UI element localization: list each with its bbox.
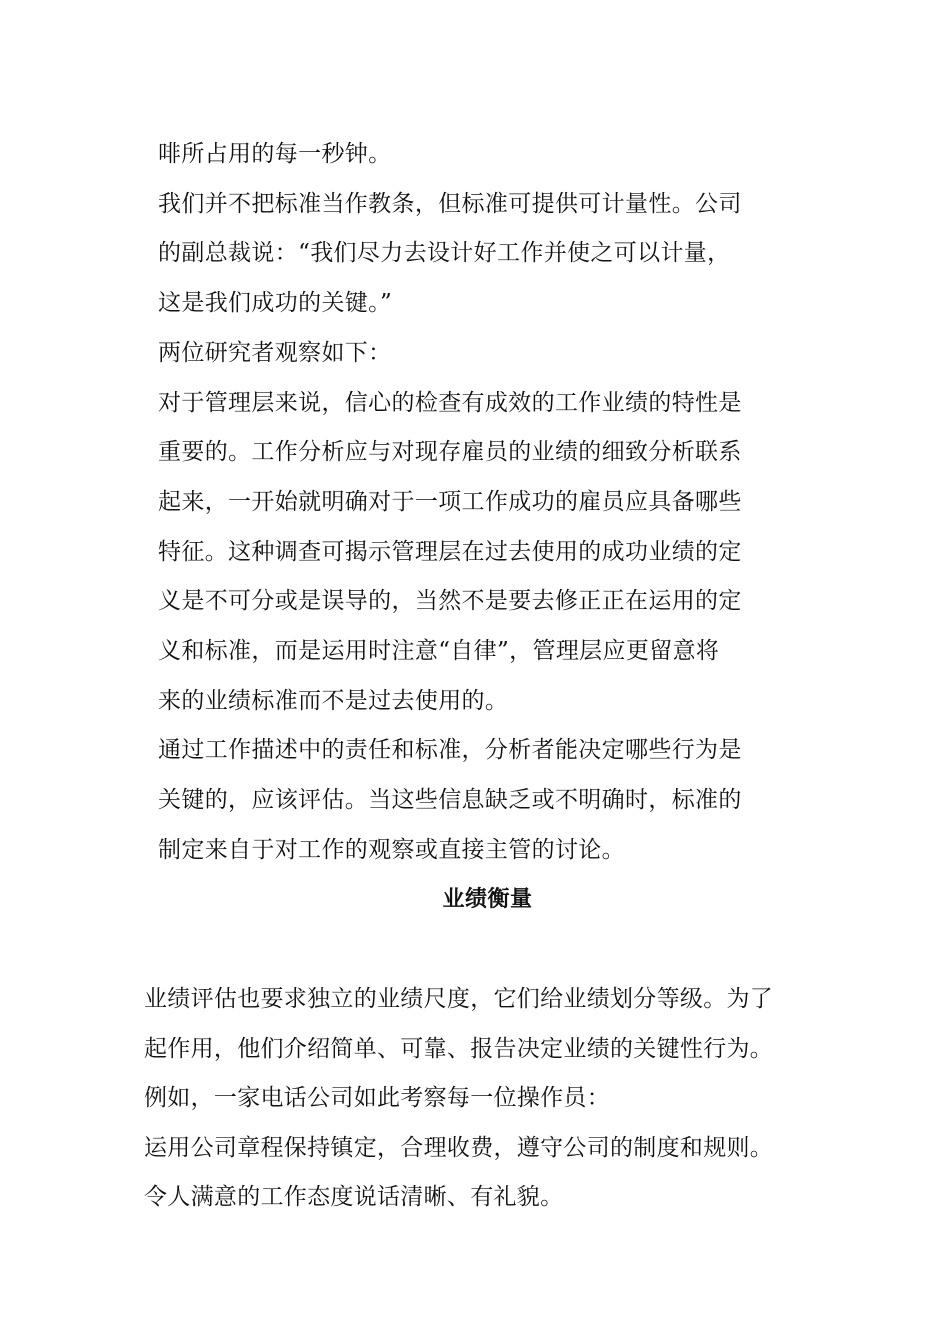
text-line: 的副总裁说：“我们尽力去设计好工作并使之可以计量， bbox=[158, 240, 731, 267]
text-line: 制定来自于对工作的观察或直接主管的讨论。 bbox=[158, 836, 625, 863]
section-heading: 业绩衡量 bbox=[442, 887, 533, 912]
text-line: 运用公司章程保持镇定，合理收费，遵守公司的制度和规则。 bbox=[144, 1134, 774, 1161]
lower-text-block bbox=[144, 975, 844, 1223]
text-line: 令人满意的工作态度说话清晰、有礼貌。 bbox=[144, 1184, 564, 1210]
text-line: 来的业绩标准而不是过去使用的。 bbox=[158, 687, 509, 714]
text-line: 我们并不把标准当作教条，但标准可提供可计量性。公司 bbox=[158, 190, 742, 217]
text-line: 例如，一家电话公司如此考察每一位操作员： bbox=[144, 1085, 610, 1111]
text-line: 义和标准，而是运用时注意“自律”，管理层应更留意将 bbox=[158, 638, 720, 665]
text-line: 对于管理层来说，信心的检查有成效的工作业绩的特性是 bbox=[158, 389, 742, 416]
text-line: 起作用，他们介绍简单、可靠、报告决定业绩的关键性行为。 bbox=[144, 1035, 774, 1062]
text-line: 重要的。工作分析应与对现存雇员的业绩的细致分析联系 bbox=[158, 439, 742, 466]
text-line: 通过工作描述中的责任和标准，分析者能决定哪些行为是 bbox=[158, 737, 742, 764]
text-line: 这是我们成功的关键。” bbox=[158, 290, 393, 317]
text-line: 特征。这种调查可揭示管理层在过去使用的成功业绩的定 bbox=[158, 538, 742, 565]
text-line: 业绩评估也要求独立的业绩尺度，它们给业绩划分等级。为了 bbox=[144, 986, 774, 1012]
text-line: 义是不可分或是误导的，当然不是要去修正正在运用的定 bbox=[158, 588, 742, 615]
text-line: 两位研究者观察如下： bbox=[158, 339, 392, 366]
text-line: 关键的，应该评估。当这些信息缺乏或不明确时，标准的 bbox=[158, 787, 742, 814]
text-line: 啡所占用的每一秒钟。 bbox=[158, 141, 392, 167]
text-line: 起来，一开始就明确对于一项工作成功的雇员应具备哪些 bbox=[158, 488, 742, 515]
upper-text-block bbox=[158, 130, 823, 876]
